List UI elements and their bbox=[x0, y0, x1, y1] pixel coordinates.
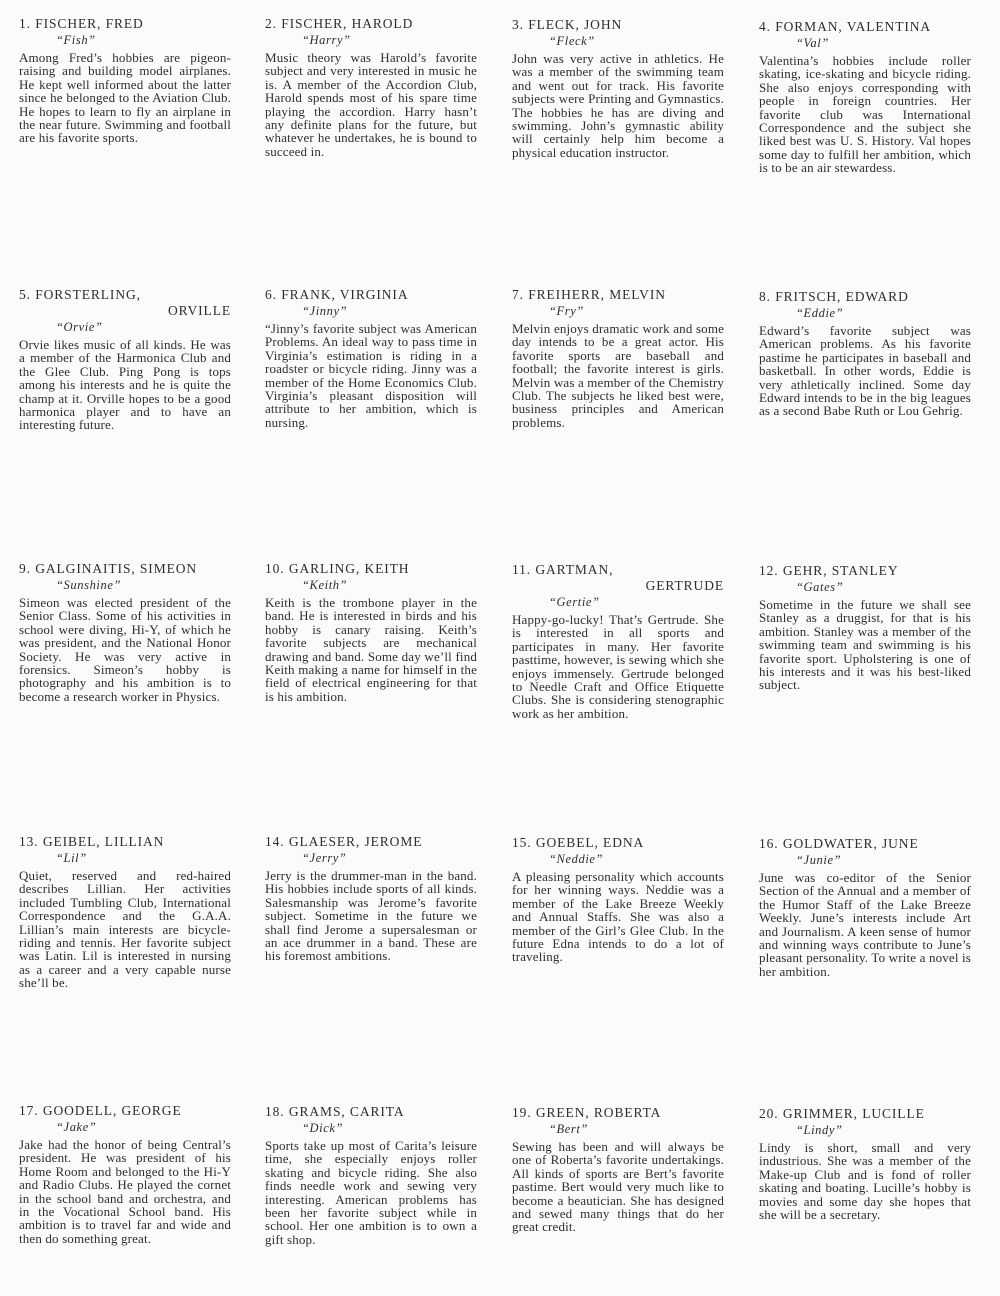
student-nickname: “Fish” bbox=[56, 33, 96, 47]
student-bio: Sometime in the future we shall see Stanley as a druggist, for that is his ambition. Stanley was a member of the swimming team and swimming is his favorite sport. Upholstering is one of his interests and it was his best-liked subject. bbox=[759, 597, 971, 693]
student-nickname: “Sunshine” bbox=[56, 578, 122, 592]
student-nickname: “Harry” bbox=[302, 33, 351, 47]
student-bio: A pleasing personality which accounts for her winning ways. Neddie was a member of the Lake Breeze Weekly and Annual Staffs. She was also a member of the Girl’s Glee Club. In the future Edna intends to do a lot of traveling. bbox=[512, 869, 724, 965]
student-name: 16. GOLDWATER, JUNE bbox=[759, 836, 919, 851]
student-entry bbox=[512, 1105, 724, 1234]
student-bio: Sports take up most of Carita’s leisure time, she especially enjoys roller skating and bicycle riding. She also finds needle work and sewing very interesting. American problems has been her favorite subject while in school. Her one ambition is to own a gift shop. bbox=[265, 1138, 477, 1247]
student-bio: Edward’s favorite subject was American problems. As his favorite pastime he participates in baseball and basketball. In other words, Eddie is very athletically inclined. Some day Edward intends to be in the big leagues as a second Babe Ruth or Lou Gehrig. bbox=[759, 323, 971, 419]
student-entry bbox=[759, 289, 971, 418]
student-name: 12. GEHR, STANLEY bbox=[759, 563, 899, 578]
student-entry bbox=[19, 287, 231, 432]
student-nickname: “Jinny” bbox=[302, 304, 348, 318]
student-name: 2. FISCHER, HAROLD bbox=[265, 16, 414, 31]
student-entry bbox=[19, 16, 231, 145]
student-bio: Quiet, reserved and red-haired describes Lillian. Her activities included Tumbling Club, International Correspondence and the G.A.A. Lillian’s main interests are bicycle-riding and tennis. Her favorite subject was Latin. Lil is interested in nursing as a career and a very capable nurse she’ll be. bbox=[19, 868, 231, 991]
student-entry bbox=[759, 19, 971, 175]
student-bio: Sewing has been and will always be one of Roberta’s favorite undertakings. All kinds of sports are Bert’s favorite pastime. Bert would very much like to become a beautician. She has designed and sewed many things that do her great credit. bbox=[512, 1139, 724, 1235]
student-nickname: “Keith” bbox=[302, 578, 348, 592]
student-entry bbox=[512, 17, 724, 159]
student-entry bbox=[19, 834, 231, 990]
student-name: 19. GREEN, ROBERTA bbox=[512, 1105, 662, 1120]
student-entry bbox=[512, 287, 724, 429]
student-name: 1. FISCHER, FRED bbox=[19, 16, 144, 31]
student-entry bbox=[265, 561, 477, 703]
student-nickname: “Fry” bbox=[549, 304, 584, 318]
student-entry bbox=[759, 1106, 971, 1221]
student-entry bbox=[265, 834, 477, 963]
student-bio: Music theory was Harold’s favorite subject and very interested in music he is. A member of the Accordion Club, Harold spends most of his spare time playing the accordion. Harry hasn’t any definite plans for the future, but whatever he undertakes, he is bound to succeed in. bbox=[265, 50, 477, 159]
student-entry bbox=[265, 16, 477, 158]
student-name: 7. FREIHERR, MELVIN bbox=[512, 287, 666, 302]
student-entry bbox=[265, 1104, 477, 1246]
student-name: 15. GOEBEL, EDNA bbox=[512, 835, 645, 850]
student-bio: June was co-editor of the Senior Section of the Annual and a member of the Humor Staff of the Lake Breeze Weekly. June’s interests include Art and Journalism. A keen sense of humor and winning ways contribute to June’s pleasant personality. To write a novel is her ambition. bbox=[759, 870, 971, 979]
student-nickname: “Gates” bbox=[796, 580, 844, 594]
student-name: 18. GRAMS, CARITA bbox=[265, 1104, 405, 1119]
student-nickname: “Jerry” bbox=[302, 851, 347, 865]
student-entry bbox=[19, 561, 231, 703]
student-nickname: “Bert” bbox=[549, 1122, 589, 1136]
student-name: 5. FORSTERLING, ORVILLE bbox=[19, 287, 231, 318]
student-bio: Keith is the trombone player in the band. He is interested in birds and his hobby is canary raising. Keith’s favorite subjects are mechanical drawing and band. Some day we’ll find Keith making a name for himself in the field of electrical engineering for that is his ambition. bbox=[265, 595, 477, 704]
student-entry bbox=[265, 287, 477, 429]
student-nickname: “Eddie” bbox=[796, 306, 844, 320]
student-bio: “Jinny’s favorite subject was American Problems. An ideal way to pass time in Virginia’s estimation is riding in a roadster or bicycle riding. Jinny was a member of the Home Economics Club. Virginia’s pleasant disposition will attribute to her ambition, which is nursing. bbox=[265, 321, 477, 430]
student-bio: Orvie likes music of all kinds. He was a member of the Harmonica Club and the Glee Club. Ping Pong is tops among his interests and he is quite the champ at it. Orville hopes to be a good harmonica player and to have an interesting future. bbox=[19, 337, 231, 433]
student-name: 13. GEIBEL, LILLIAN bbox=[19, 834, 165, 849]
student-nickname: “Jake” bbox=[56, 1120, 97, 1134]
student-entry bbox=[19, 1103, 231, 1245]
student-bio: Lindy is short, small and very industrious. She was a member of the Make-up Club and is fond of roller skating and boating. Lucille’s hobby is movies and some day she hopes that she will be a secretary. bbox=[759, 1140, 971, 1223]
student-nickname: “Gertie” bbox=[549, 595, 600, 609]
student-nickname: “Lil” bbox=[56, 851, 87, 865]
student-bio: Jake had the honor of being Central’s president. He was president of his Home Room and belonged to the Hi-Y and Radio Clubs. He played the cornet in the school band and orchestra, and in the Vocational School band. His ambition is to travel far and wide and then do something great. bbox=[19, 1137, 231, 1246]
student-name: 3. FLECK, JOHN bbox=[512, 17, 623, 32]
student-nickname: “Orvie” bbox=[56, 320, 103, 334]
student-nickname: “Neddie” bbox=[549, 852, 604, 866]
student-name: 14. GLAESER, JEROME bbox=[265, 834, 423, 849]
student-bio: John was very active in athletics. He was a member of the swimming team and went out for track. His favorite subjects were Printing and Gymnastics. The hobbies he has are diving and swimming. John’s gymnastic ability will certainly help him become a physical education instructor. bbox=[512, 51, 724, 160]
student-name: 11. GARTMAN, GERTRUDE bbox=[512, 562, 724, 593]
student-bio: Valentina’s hobbies include roller skating, ice-skating and bicycle riding. She also enjoys corresponding with people in foreign countries. Her favorite club was International Correspondence and the subject she liked best was U. S. History. Val hopes some day to fulfill her ambition, which is to be an air stewardess. bbox=[759, 53, 971, 176]
student-bio: Among Fred’s hobbies are pigeon-raising and building model airplanes. He kept well informed about the latter since he belonged to the Aviation Club. He hopes to learn to fly an airplane in the near future. Swimming and football are his favorite sports. bbox=[19, 50, 231, 146]
student-entry bbox=[512, 835, 724, 964]
student-nickname: “Dick” bbox=[302, 1121, 344, 1135]
student-nickname: “Val” bbox=[796, 36, 829, 50]
student-name: 20. GRIMMER, LUCILLE bbox=[759, 1106, 925, 1121]
student-nickname: “Fleck” bbox=[549, 34, 595, 48]
student-name: 10. GARLING, KEITH bbox=[265, 561, 410, 576]
student-name: 8. FRITSCH, EDWARD bbox=[759, 289, 909, 304]
student-nickname: “Junie” bbox=[796, 853, 842, 867]
student-bio: Happy-go-lucky! That’s Gertrude. She is interested in all sports and participates in many. Her favorite pasttime, however, is sewing which she enjoys immensely. Gertrude belonged to Needle Craft and Office Etiquette Clubs. She is considering stenographic work as her ambition. bbox=[512, 612, 724, 721]
student-name: 9. GALGINAITIS, SIMEON bbox=[19, 561, 198, 576]
student-name: 6. FRANK, VIRGINIA bbox=[265, 287, 409, 302]
student-bio: Melvin enjoys dramatic work and some day intends to be a great actor. His favorite sports are baseball and football; the favorite interest is girls. Melvin was a member of the Chemistry Club. The subjects he liked best were, business principles and American problems. bbox=[512, 321, 724, 430]
student-name: 4. FORMAN, VALENTINA bbox=[759, 19, 932, 34]
student-entry bbox=[512, 562, 724, 720]
student-name: 17. GOODELL, GEORGE bbox=[19, 1103, 182, 1118]
student-bio: Simeon was elected president of the Senior Class. Some of his activities in school were diving, Hi-Y, of which he was president, and the National Honor Society. He was very active in forensics. Simeon’s hobby is photography and his ambition is to become a research worker in Physics. bbox=[19, 595, 231, 704]
student-entry bbox=[759, 836, 971, 978]
student-nickname: “Lindy” bbox=[796, 1123, 843, 1137]
student-bio: Jerry is the drummer-man in the band. His hobbies include sports of all kinds. Salesmanship was Jerome’s favorite subject. Sometime in the future we shall find Jerome a supersalesman or an ace drummer in a band. These are his foremost ambitions. bbox=[265, 868, 477, 964]
student-entry bbox=[759, 563, 971, 692]
